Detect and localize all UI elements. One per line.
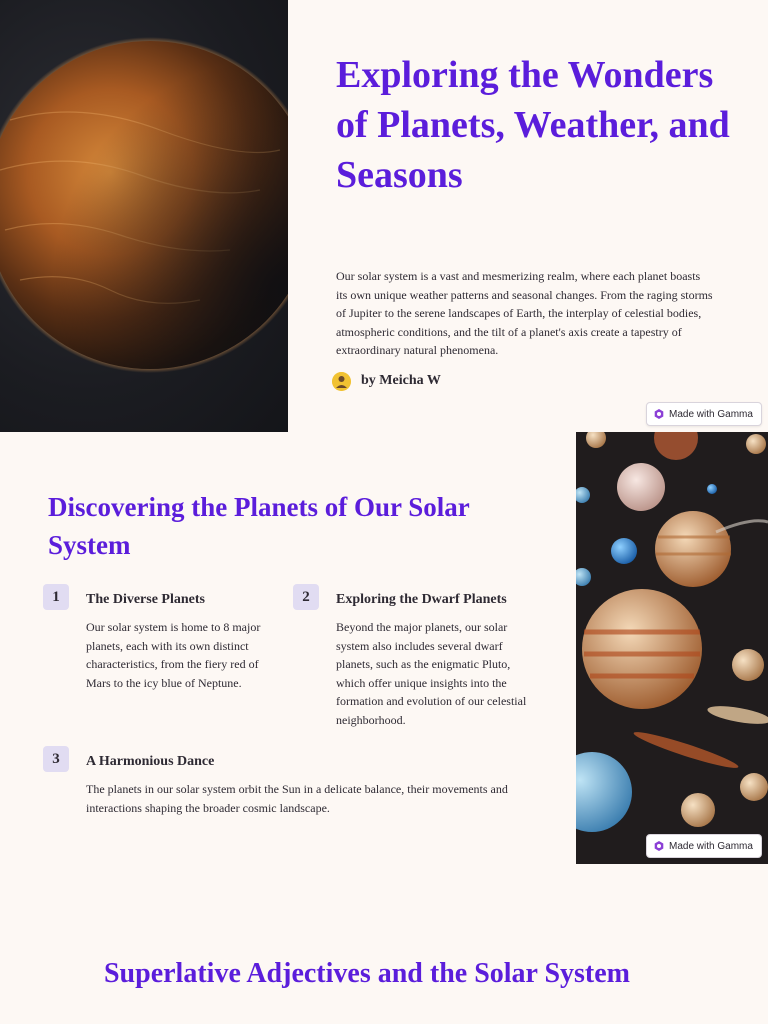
made-with-gamma-badge[interactable]	[646, 834, 762, 858]
gamma-icon	[654, 841, 664, 851]
intro-paragraph: Our solar system is a vast and mesmerizing realm, where each planet boasts its own unique weather patterns and seasonal changes. From the raging storms of Jupiter to the serene landscapes of Earth, the interplay of celestial bodies, atmospheric conditions, and the tilt of a planet's axis create a tapestry of extraordinary natural phenomena.	[336, 269, 713, 358]
item-title: A Harmonious Dance	[86, 754, 215, 769]
author-line	[332, 369, 441, 393]
number-badge: 1	[43, 584, 69, 610]
page-title: Exploring the Wonders of Planets, Weather, and Seasons	[336, 54, 730, 196]
number-badge: 3	[43, 746, 69, 772]
section-title: Discovering the Planets of Our Solar System	[48, 492, 470, 560]
badge-label: Made with Gamma	[669, 408, 753, 420]
planet-shadow	[0, 41, 288, 369]
author-name: by Meicha W	[361, 373, 441, 388]
made-with-gamma-badge[interactable]	[646, 402, 762, 426]
item-text: The planets in our solar system orbit the Sun in a delicate balance, their movements and interactions shaping the broader cosmic landscape.	[86, 782, 508, 815]
planets-collage-image	[576, 432, 768, 864]
gamma-icon	[654, 409, 664, 419]
planets-collage-illustration	[576, 432, 768, 864]
slide3-title: Superlative Adjectives and the Solar System	[103, 958, 631, 989]
avatar	[332, 372, 351, 391]
number-badge: 2	[293, 584, 319, 610]
planet-illustration	[0, 0, 288, 432]
item-title: The Diverse Planets	[86, 592, 205, 607]
item-text: Beyond the major planets, our solar system also includes several dwarf planets, such as the enigmatic Pluto, which offer unique insights into the formation and evolution of our celestial neighborhood.	[336, 620, 527, 727]
avatar-icon	[332, 372, 351, 391]
item-text: Our solar system is home to 8 major planets, each with its own distinct characteristics, from the fiery red of Mars to the icy blue of Neptune.	[86, 620, 261, 690]
badge-label: Made with Gamma	[669, 840, 753, 852]
planet-image	[0, 0, 288, 432]
item-title: Exploring the Dwarf Planets	[336, 592, 507, 607]
